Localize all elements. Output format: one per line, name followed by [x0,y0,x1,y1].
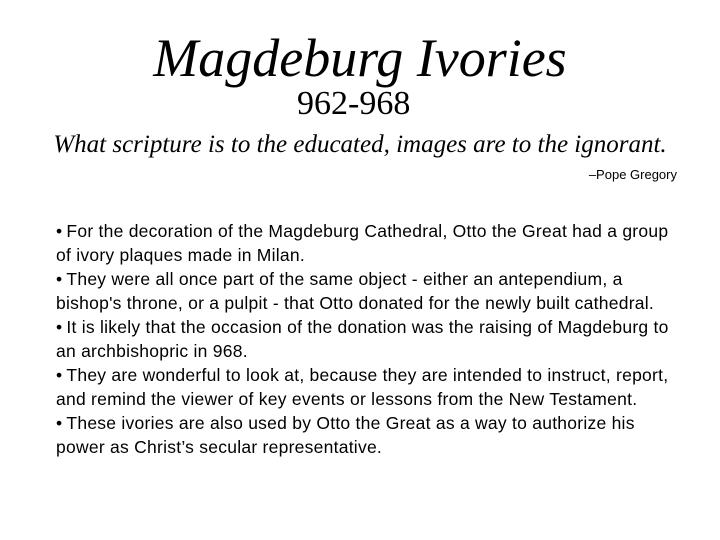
bullet-dot: • [56,413,63,433]
bullet-list [56,219,676,459]
quote-attribution: –Pope Gregory [588,167,677,182]
bullet-item [56,363,676,411]
bullet-text: They were all once part of the same object - either an antependium, a bishop's throne, or a pulpit - that Otto donated for the newly built cathedral. [56,269,655,313]
bullet-item [56,315,676,363]
bullet-dot: • [56,269,63,289]
slide-title: Magdeburg Ivories [153,28,567,88]
bullet-dot: • [56,221,63,241]
bullet-text: It is likely that the occasion of the donation was the raising of Magdeburg to an archbishopric in 968. [56,317,669,361]
bullet-text: These ivories are also used by Otto the Great as a way to authorize his power as Christ’s secular representative. [56,413,635,457]
bullet-item [56,267,676,315]
bullet-item [56,411,676,459]
slide-years: 962-968 [297,85,411,122]
bullet-dot: • [56,317,63,337]
slide-quote: What scripture is to the educated, images are to the ignorant. [53,131,667,158]
bullet-text: They are wonderful to look at, because they are intended to instruct, report, and remind the viewer of key events or lessons from the New Testament. [56,365,669,409]
bullet-text: For the decoration of the Magdeburg Cathedral, Otto the Great had a group of ivory plaques made in Milan. [56,221,669,265]
bullet-dot: • [56,365,63,385]
bullet-item [56,219,676,267]
